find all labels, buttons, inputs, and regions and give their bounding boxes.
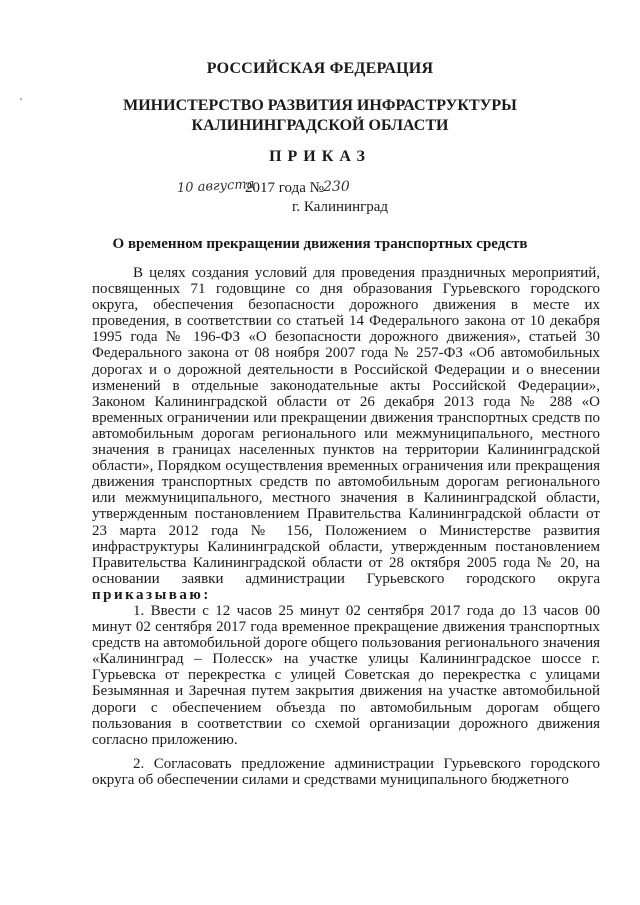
decree-word: приказываю: [92, 586, 211, 603]
order-year-label: 2017 года № [245, 180, 324, 196]
preamble-paragraph [92, 265, 600, 603]
order-item-1: 1. Ввести с 12 часов 25 минут 02 сентября 2017 года до 13 часов 00 минут 02 сентября 2017 года временное прекращение движения транспортных средств на автомобильной дороге общего пользования регионального значения «Калининград – Полесск» на участке улицы Калининградское шоссе г. Гурьевска от перекрестка с улицей Советская до перекрестка с улицами Безымянная и Заречная путем закрытия движения на участке автомобильной дороги с обеспечением объезда по автомобильным дорогам общего пользования в соответствии со схемой организации дорожного движения согласно приложению. [92, 602, 600, 748]
preamble-text: В целях создания условий для проведения праздничных мероприятий, посвященных 71 годовщине со дня образования Гурьевского городского округа, обеспечения безопасности дорожного движения в месте их проведения, в соответствии со статьей 14 Федерального закона от 10 декабря 1995 года № 196-ФЗ «О безопасности дорожного движения», статьей 30 Федерального закона от 08 ноября 2007 года № 257-ФЗ «Об автомобильных дорогах и о дорожной деятельности в Российской Федерации и о внесении изменений в отдельные законодательные акты Российской Федерации», Законом Калининградской области от 26 декабря 2013 года № 288 «О временных ограничении или прекращении движения транспортных средств по автомобильным дорогам регионального или межмуниципального, местного значения в границах населенных пунктов на территории Калининградской области», Порядком осуществления временных ограничения или прекращения движения транспортных средств по автомобильным дорогам регионального или межмуниципального, местного значения в Калининградской области, утвержденным постановлением Правительства Калининградской области от 23 марта 2012 года № 156, Положением о Министерстве развития инфраструктуры Калининградской области, утвержденным постановлением Правительства Калининградской области от 28 октября 2005 года № 20, на основании заявки администрации Гурьевского городского округа [92, 265, 600, 587]
order-item-2: 2. Согласовать предложение администрации Гурьевского городского округа об обеспечении силами и средствами муниципального бюджетного [92, 755, 600, 788]
order-body [92, 265, 600, 788]
country-heading: РОССИЙСКАЯ ФЕДЕРАЦИЯ [206, 60, 434, 77]
order-city: г. Калининград [291, 199, 389, 215]
order-subject: О временном прекращении движения транспортных средств [112, 236, 528, 252]
order-title: ПРИКАЗ [269, 148, 371, 165]
handwritten-order-number: 230 [323, 179, 350, 195]
handwritten-date: 10 августа [176, 176, 255, 197]
ministry-heading-line2: КАЛИНИНГРАДСКОЙ ОБЛАСТИ [191, 117, 449, 134]
ministry-heading-line1: МИНИСТЕРСТВО РАЗВИТИЯ ИНФРАСТРУКТУРЫ [123, 97, 517, 114]
ministry-heading [0, 96, 640, 136]
